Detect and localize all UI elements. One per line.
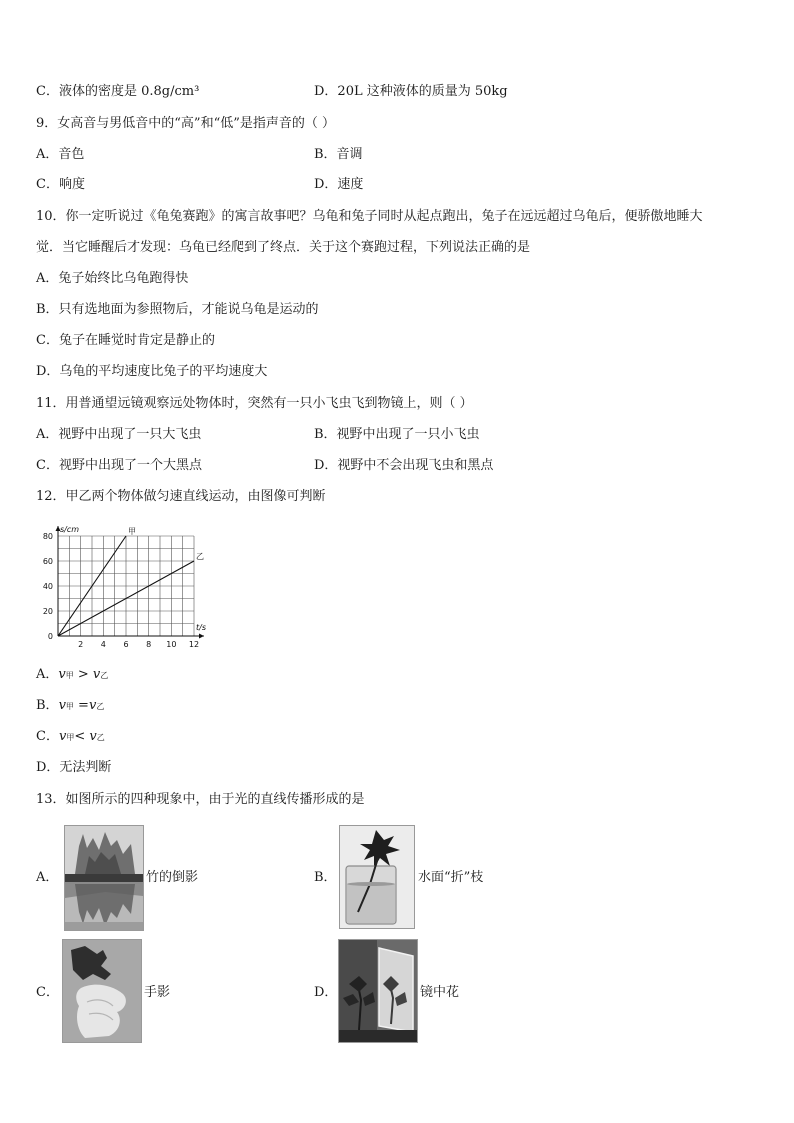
q10-option-c: C．兔子在睡觉时肯定是静止的 [36,333,215,348]
x-tick-label: 8 [146,640,152,649]
q13-option-a-caption: 竹的倒影 [146,870,199,885]
q13-option-b-caption: 水面“折”枝 [418,870,484,885]
q10-option-a: A．兔子始终比乌龟跑得快 [36,271,189,286]
q12-option-b [36,697,104,716]
x-tick-label: 4 [100,640,106,649]
q13-option-c-caption: 手影 [144,985,171,1000]
x-axis-label: t/s [196,623,206,632]
y-tick-label: 20 [42,607,53,616]
y-tick-label: 0 [47,632,53,641]
q11-option-c: C．视野中出现了一个大黑点 [36,458,202,473]
velocity-symbol: v [88,698,97,713]
graph-grid [58,536,194,636]
subscript-yi: 乙 [100,671,109,680]
y-axis-label: s/cm [60,525,80,534]
q10-option-b: B．只有选地面为参照物后，才能说乌龟是运动的 [36,302,319,317]
q11-option-b: B．视野中出现了一只小飞虫 [314,427,480,442]
subscript-jia: 甲 [65,702,74,711]
option-letter: B． [36,698,59,713]
q13-option-a-letter: A． [36,870,59,885]
q9-option-d: D．速度 [314,177,364,192]
q11-stem: 11．用普通望远镜观察远处物体时，突然有一只小飞虫飞到物镜上，则（ ） [36,396,473,411]
y-tick-label: 40 [42,582,53,591]
y-tick-label: 60 [42,557,53,566]
velocity-symbol: v [58,667,66,682]
q8-option-c: C．液体的密度是 0.8g/cm³ [36,84,200,99]
q11-option-a: A．视野中出现了一只大飞虫 [36,427,202,442]
subscript-jia: 甲 [65,671,74,680]
x-tick-label: 12 [188,640,200,649]
x-tick-label: 10 [166,640,177,649]
x-tick-label: 6 [123,640,129,649]
x-axis-arrow [199,634,204,639]
q13-stem: 13．如图所示的四种现象中，由于光的直线传播形成的是 [36,792,365,807]
q9-option-a: A．音色 [36,147,85,162]
q9-stem: 9．女高音与男低音中的“高”和“低”是指声音的（ ） [36,116,335,131]
bent-stick-in-water-photo [339,825,415,929]
q12-option-c [36,728,105,747]
graph-axes [56,526,205,639]
q9-option-b: B．音调 [314,147,363,162]
velocity-symbol: v [58,698,66,713]
q13-option-b-letter: B． [314,870,337,885]
hand-shadow-photo [62,939,142,1043]
q10-option-d: D．乌龟的平均速度比兔子的平均速度大 [36,364,268,379]
q13-option-d-letter: D． [314,985,338,1000]
comparison-operator: = [73,698,89,713]
series-label-1: 甲 [128,527,136,536]
option-letter: C． [36,729,59,744]
subscript-jia: 甲 [66,733,75,742]
q12-stem: 12．甲乙两个物体做匀速直线运动，由图像可判断 [36,489,326,504]
flower-in-mirror-photo [338,939,418,1043]
velocity-symbol: v [89,729,97,744]
q12-option-d: D．无法判断 [36,760,112,775]
q11-option-d: D．视野中不会出现飞虫和黑点 [314,458,494,473]
series-label-2: 乙 [196,552,204,561]
velocity-symbol: v [92,667,101,682]
q8-option-d: D．20L 这种液体的质量为 50kg [314,84,508,99]
q10-stem-line1: 10．你一定听说过《龟兔赛跑》的寓言故事吧？乌龟和兔子同时从起点跑出，兔子在远远超过乌龟后，便骄傲地睡大 [36,209,703,224]
q9-option-c: C．响度 [36,177,85,192]
comparison-operator: < [74,729,90,744]
q12-option-a [36,666,108,685]
subscript-yi: 乙 [96,733,105,742]
x-tick-label: 2 [78,640,84,649]
subscript-yi: 乙 [96,702,105,711]
option-letter: A． [36,667,59,682]
distance-time-graph [36,520,206,652]
q10-stem-line2: 觉．当它睡醒后才发现：乌龟已经爬到了终点．关于这个赛跑过程，下列说法正确的是 [36,240,531,255]
bamboo-reflection-photo [64,825,144,931]
velocity-symbol: v [58,729,67,744]
comparison-operator: > [73,667,93,682]
q13-option-c-letter: C． [36,985,59,1000]
y-tick-label: 80 [42,532,53,541]
q13-option-d-caption: 镜中花 [420,985,460,1000]
